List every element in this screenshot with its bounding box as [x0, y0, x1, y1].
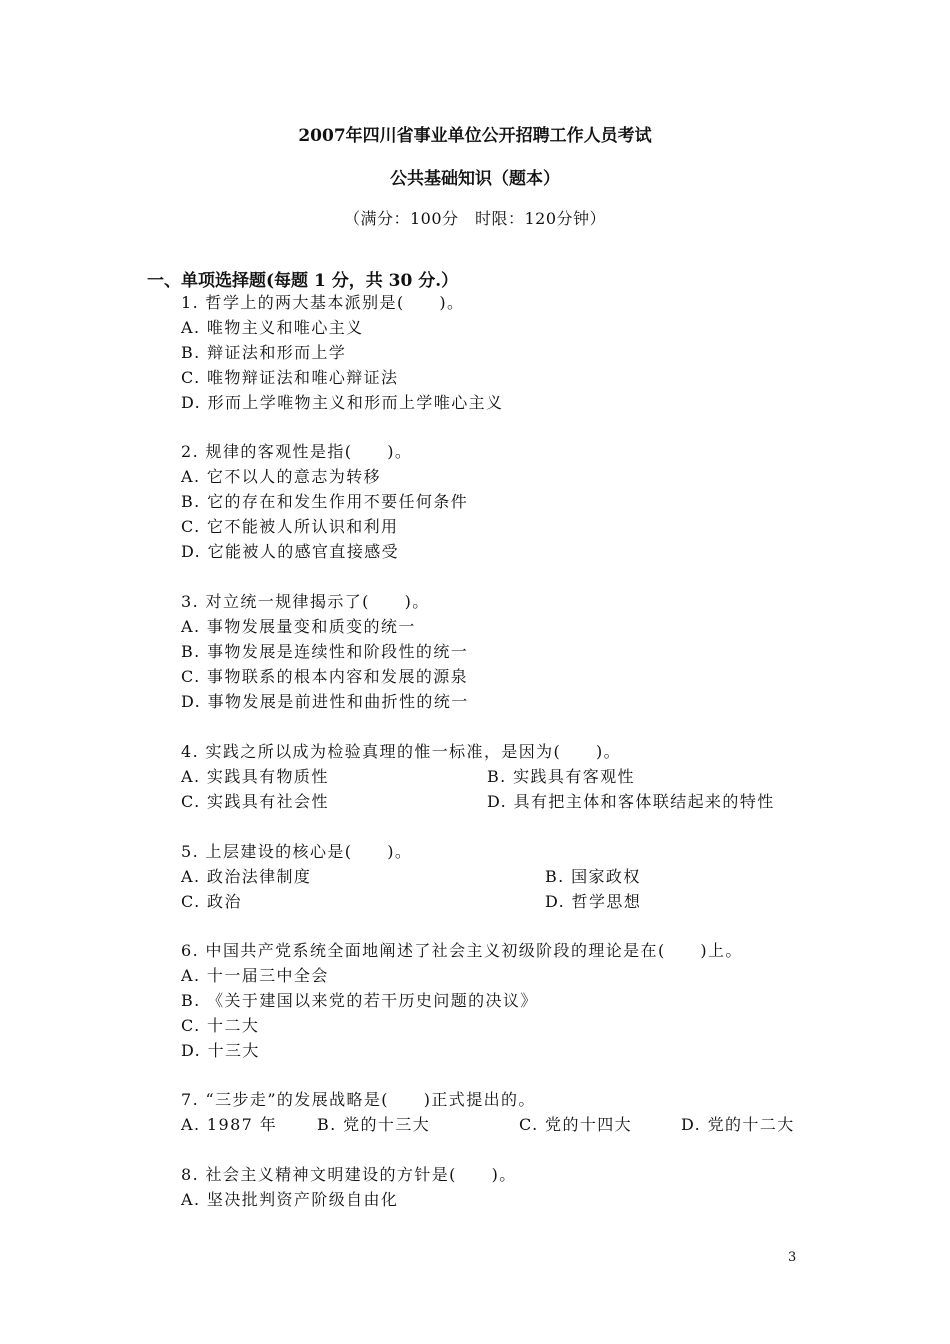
- question-3: [181, 589, 871, 714]
- question-stem: 2. 规律的客观性是指( )。: [181, 442, 413, 461]
- question-1: [181, 290, 871, 415]
- option-a: A. 实践具有物质性: [181, 767, 329, 786]
- option-a: A. 它不以人的意志为转移: [181, 467, 381, 486]
- option-c: C. 它不能被人所认识和利用: [181, 517, 399, 536]
- option-c: C. 党的十四大: [519, 1115, 633, 1134]
- question-7: [181, 1087, 871, 1137]
- question-stem: 4. 实践之所以成为检验真理的惟一标准，是因为( )。: [181, 742, 622, 761]
- option-d: D. 形而上学唯物主义和形而上学唯心主义: [181, 393, 504, 412]
- option-c: C. 事物联系的根本内容和发展的源泉: [181, 667, 469, 686]
- option-a: A. 唯物主义和唯心主义: [181, 318, 364, 337]
- option-c: C. 实践具有社会性: [181, 792, 329, 811]
- question-2: [181, 439, 871, 564]
- question-stem: 1. 哲学上的两大基本派别是( )。: [181, 293, 465, 312]
- section-heading: 一、单项选择题(每题 1 分，共 30 分.）: [147, 271, 459, 291]
- question-5: [181, 839, 871, 914]
- option-a: A. 十一届三中全会: [181, 966, 329, 985]
- option-a: A. 坚决批判资产阶级自由化: [181, 1190, 399, 1209]
- question-6: [181, 938, 871, 1063]
- option-d: D. 具有把主体和客体联结起来的特性: [487, 792, 775, 811]
- question-stem: 8. 社会主义精神文明建设的方针是( )。: [181, 1165, 517, 1184]
- option-b: B. 辩证法和形而上学: [181, 343, 347, 362]
- option-d: D. 党的十二大: [681, 1115, 795, 1134]
- option-d: D. 它能被人的感官直接感受: [181, 542, 400, 561]
- exam-score-time: （满分：100分 时限：120分钟）: [343, 209, 607, 228]
- option-c: C. 唯物辩证法和唯心辩证法: [181, 368, 399, 387]
- question-stem: 7. “三步走”的发展战略是( )正式提出的。: [181, 1090, 536, 1109]
- page-number: 3: [788, 1250, 797, 1265]
- option-b: B. 它的存在和发生作用不要任何条件: [181, 492, 469, 511]
- option-c: C. 十二大: [181, 1016, 260, 1035]
- option-d: D. 哲学思想: [545, 892, 642, 911]
- option-b: B. 实践具有客观性: [487, 767, 635, 786]
- option-b: B. 党的十三大: [317, 1115, 431, 1134]
- option-a: A. 政治法律制度: [181, 867, 312, 886]
- option-d: D. 事物发展是前进性和曲折性的统一: [181, 692, 469, 711]
- option-a: A. 1987 年: [181, 1115, 278, 1134]
- option-a: A. 事物发展量变和质变的统一: [181, 617, 416, 636]
- question-stem: 5. 上层建设的核心是( )。: [181, 842, 413, 861]
- option-b: B. 《关于建国以来党的若干历史问题的决议》: [181, 991, 538, 1010]
- question-stem: 6. 中国共产党系统全面地阐述了社会主义初级阶段的理论是在( )上。: [181, 941, 743, 960]
- option-c: C. 政治: [181, 892, 242, 911]
- option-b: B. 国家政权: [545, 867, 641, 886]
- option-d: D. 十三大: [181, 1041, 260, 1060]
- exam-title: 2007年四川省事业单位公开招聘工作人员考试: [298, 126, 652, 146]
- question-stem: 3. 对立统一规律揭示了( )。: [181, 592, 430, 611]
- question-8: [181, 1162, 871, 1212]
- exam-subtitle: 公共基础知识（题本）: [390, 169, 560, 189]
- question-4: [181, 739, 871, 814]
- option-b: B. 事物发展是连续性和阶段性的统一: [181, 642, 469, 661]
